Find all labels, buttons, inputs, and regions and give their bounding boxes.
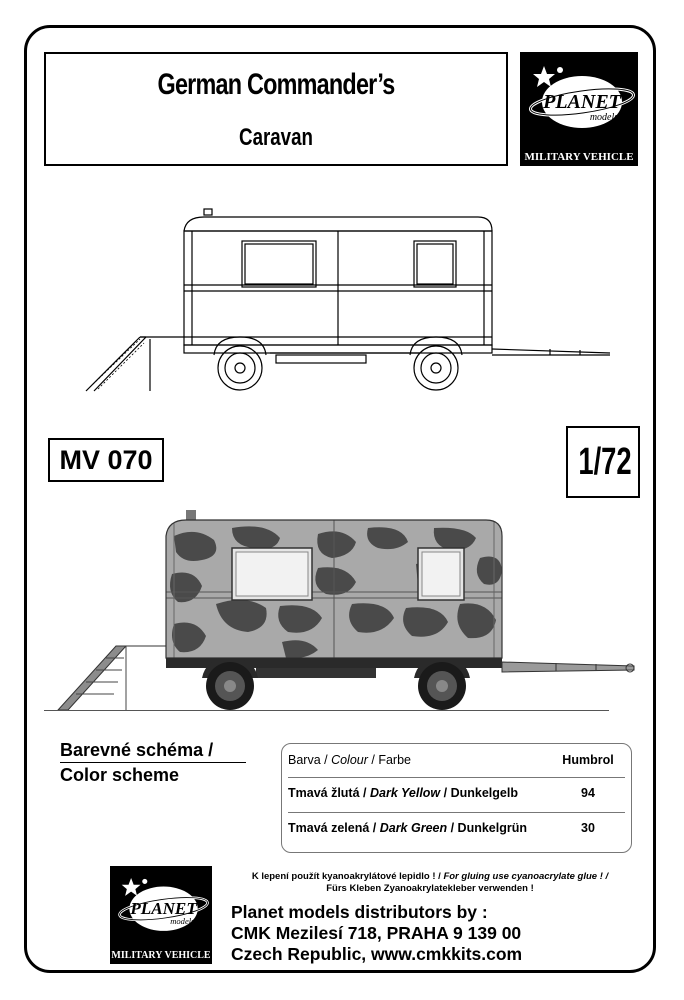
caravan-camo-drawing	[56, 508, 640, 712]
glue-note-en: For gluing use cyanoacrylate glue ! /	[443, 871, 609, 882]
logo-caption: MILITARY VEHICLE	[524, 151, 634, 163]
humbrol-code-30: 30	[581, 821, 595, 835]
planet-models-logo-bottom	[110, 866, 212, 964]
glue-note-de: Fürs Kleben Zyanoakrylatekleber verwenden !	[326, 883, 534, 894]
svg-text:models: models	[170, 916, 195, 927]
color-scheme-table	[281, 743, 632, 853]
svg-text:models: models	[589, 112, 619, 123]
header-colour: Barva / Colour / Farbe	[288, 753, 411, 767]
title-box	[44, 52, 508, 166]
color-name-dark-green: Tmavá zelená / Dark Green / Dunkelgrün	[288, 821, 527, 835]
table-row	[282, 812, 631, 844]
page-subtitle: Caravan	[239, 124, 313, 151]
svg-text:PLANET: PLANET	[543, 91, 621, 113]
scale-label	[566, 426, 640, 498]
color-scheme-label-en: Color scheme	[60, 765, 180, 785]
humbrol-code-94: 94	[581, 786, 595, 800]
planet-logo-icon	[520, 52, 638, 148]
glue-note	[220, 871, 640, 895]
ground-line	[44, 710, 609, 711]
color-scheme-label	[60, 738, 246, 787]
color-name-dark-yellow: Tmavá žlutá / Dark Yellow / Dunkelgelb	[288, 786, 518, 800]
distributor-info	[231, 902, 522, 965]
caravan-line-drawing	[80, 205, 620, 400]
page-title: German Commander’s	[157, 68, 395, 101]
glue-note-cz: K lepení použít kyanoakrylátové lepidlo ! /	[251, 871, 444, 882]
header-humbrol: Humbrol	[562, 753, 614, 767]
distributor-line-1: Planet models distributors by :	[231, 902, 488, 922]
distributor-line-2: CMK Mezilesí 718, PRAHA 9 139 00	[231, 923, 522, 943]
distributor-line-3: Czech Republic, www.cmkkits.com	[231, 944, 523, 964]
planet-models-logo	[520, 52, 638, 166]
logo-caption: MILITARY VEHICLE	[111, 950, 211, 961]
svg-text:PLANET: PLANET	[130, 898, 197, 918]
table-row	[282, 777, 631, 809]
planet-logo-icon	[110, 866, 212, 948]
table-header	[282, 744, 631, 776]
product-code: MV 070	[48, 438, 164, 482]
color-scheme-label-cz: Barevné schéma /	[60, 738, 246, 763]
scale-value: 1/72	[578, 441, 632, 483]
